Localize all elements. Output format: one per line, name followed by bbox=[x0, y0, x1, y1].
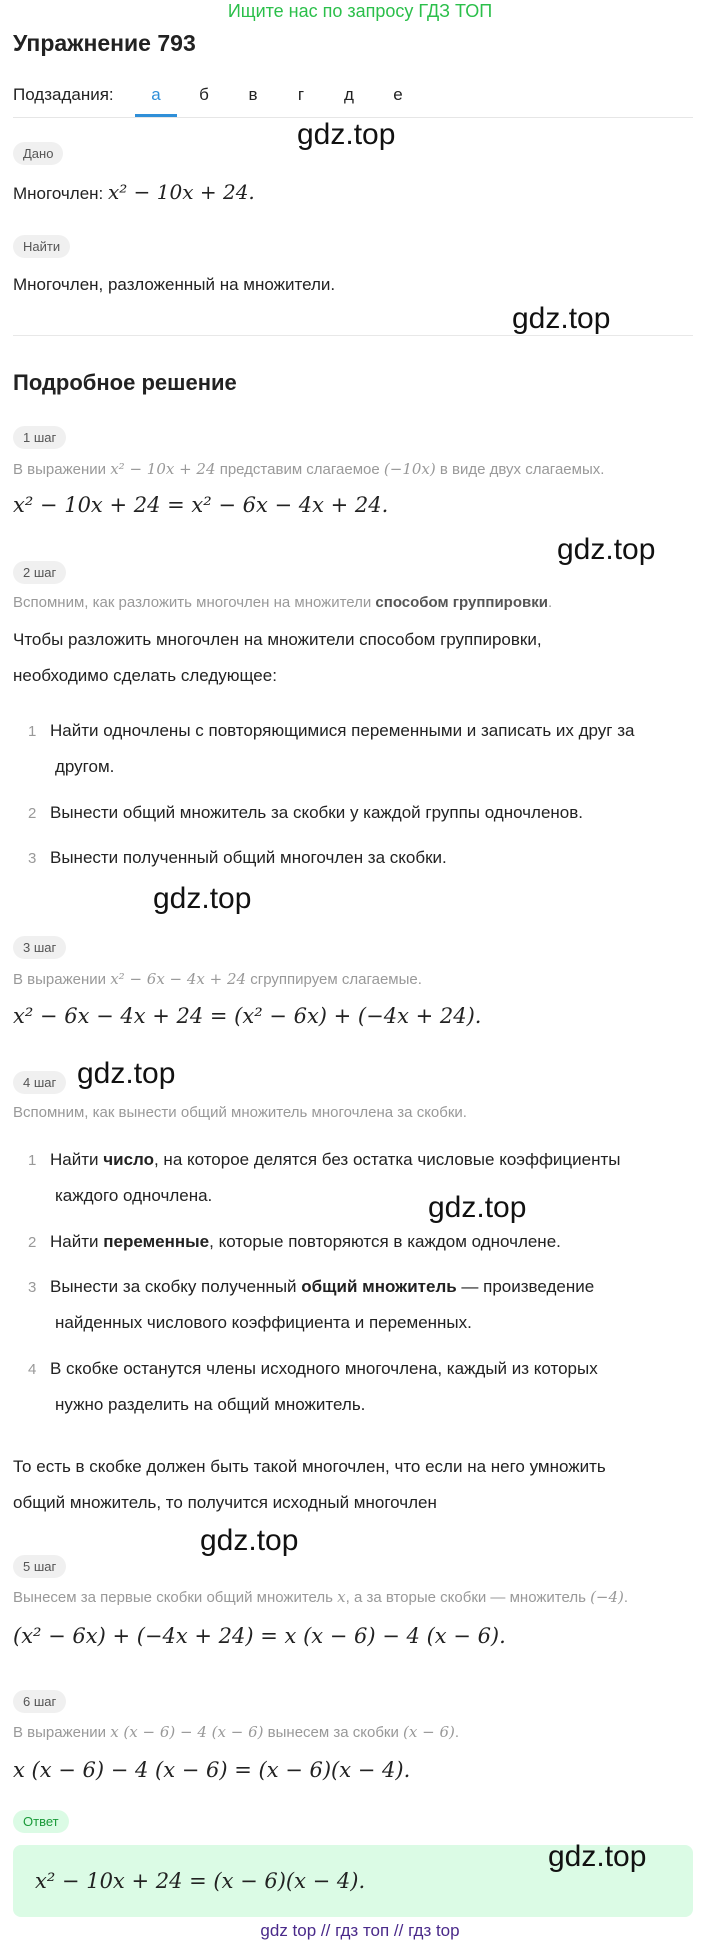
subtask-tab-a[interactable]: а bbox=[151, 85, 161, 104]
subtask-tab-b[interactable]: б bbox=[199, 85, 209, 104]
step4-para2: общий множитель, то получится исходный многочлен bbox=[13, 1493, 437, 1512]
watermark: gdz.top bbox=[548, 1840, 647, 1873]
item-text: В скобке останутся члены исходного многочлена, каждый из которых bbox=[50, 1359, 598, 1378]
given-badge: Дано bbox=[13, 142, 63, 165]
item-bold: переменные bbox=[103, 1232, 210, 1251]
list-number: 2 bbox=[28, 1234, 37, 1251]
active-tab-indicator bbox=[135, 114, 177, 117]
step6-badge: 6 шаг bbox=[13, 1690, 66, 1713]
item-text: каждого одночлена. bbox=[55, 1186, 213, 1205]
step1-post: в виде двух слагаемых. bbox=[439, 461, 605, 478]
step6-pre: В выражении bbox=[13, 1724, 107, 1741]
page-title: Упражнение 793 bbox=[13, 30, 196, 56]
step4-hint: Вспомним, как вынести общий множитель многочлена за скобки. bbox=[13, 1104, 467, 1121]
list-item bbox=[50, 1269, 690, 1341]
step6-hint bbox=[13, 1723, 459, 1741]
list-item bbox=[50, 1224, 690, 1260]
step3-pre: В выражении bbox=[13, 971, 107, 988]
find-text: Многочлен, разложенный на множители. bbox=[13, 275, 336, 294]
step2-hint-pre: Вспомним, как разложить многочлен на множители bbox=[13, 594, 372, 611]
step3-equation: x² − 6x − 4x + 24 = (x² − 6x) + (−4x + 24). bbox=[13, 1004, 482, 1028]
footer-links[interactable]: gdz top // гдз топ // гдз top bbox=[260, 1921, 460, 1940]
list-item bbox=[50, 1351, 690, 1423]
step6-expr2: (x − 6) bbox=[403, 1723, 455, 1741]
list-item-line: другом. bbox=[55, 757, 115, 776]
step1-badge: 1 шаг bbox=[13, 426, 66, 449]
list-item: Вынести общий множитель за скобки у каждой группы одночленов. bbox=[50, 803, 584, 822]
item-bold: общий множитель bbox=[301, 1277, 457, 1296]
step5-equation: (x² − 6x) + (−4x + 24) = x (x − 6) − 4 (x − 6). bbox=[13, 1624, 506, 1648]
watermark: gdz.top bbox=[557, 533, 656, 566]
subtasks-bar bbox=[13, 83, 693, 118]
step5-post: . bbox=[623, 1589, 629, 1606]
step6-post: . bbox=[454, 1724, 460, 1741]
find-badge: Найти bbox=[13, 235, 70, 258]
watermark: gdz.top bbox=[153, 882, 252, 915]
subtask-tab-v[interactable]: в bbox=[248, 85, 258, 104]
step6-expr: x (x − 6) − 4 (x − 6) bbox=[110, 1723, 264, 1741]
step2-hint-bold: способом группировки bbox=[375, 594, 548, 611]
watermark: gdz.top bbox=[200, 1524, 299, 1557]
answer-badge: Ответ bbox=[13, 1810, 69, 1833]
item-bold: число bbox=[103, 1150, 154, 1169]
step1-mid: представим слагаемое bbox=[219, 461, 380, 478]
given-text bbox=[13, 180, 255, 204]
step5-var1: x bbox=[337, 1588, 346, 1606]
step1-hint bbox=[13, 460, 604, 478]
subtask-tab-e[interactable]: е bbox=[393, 85, 403, 104]
item-text: , которые повторяются в каждом одночлене. bbox=[209, 1232, 561, 1251]
step6-mid: вынесем за скобки bbox=[267, 1724, 399, 1741]
list-number: 3 bbox=[28, 850, 37, 867]
step3-expr: x² − 6x − 4x + 24 bbox=[110, 970, 247, 988]
item-text: найденных числового коэффициента и переменных. bbox=[55, 1313, 472, 1332]
step2-hint bbox=[13, 594, 552, 611]
watermark: gdz.top bbox=[77, 1057, 176, 1090]
item-text: Найти bbox=[50, 1232, 99, 1251]
step3-hint bbox=[13, 970, 422, 988]
step1-expr2: (−10x) bbox=[383, 460, 436, 478]
step2-badge: 2 шаг bbox=[13, 561, 66, 584]
list-item-line: Найти одночлены с повторяющимися переменными и записать их друг за bbox=[50, 721, 635, 740]
given-label: Многочлен: bbox=[13, 184, 104, 203]
item-text: — произведение bbox=[456, 1277, 595, 1296]
step3-badge: 3 шаг bbox=[13, 936, 66, 959]
list-number: 2 bbox=[28, 805, 37, 822]
list-number: 1 bbox=[28, 723, 37, 740]
list-item: Вынести полученный общий многочлен за скобки. bbox=[50, 848, 447, 867]
list-number: 1 bbox=[28, 1152, 37, 1169]
step5-badge: 5 шаг bbox=[13, 1555, 66, 1578]
step6-equation: x (x − 6) − 4 (x − 6) = (x − 6)(x − 4). bbox=[13, 1758, 411, 1782]
step2-hint-post: . bbox=[547, 594, 553, 611]
watermark: gdz.top bbox=[512, 302, 611, 335]
subtask-tab-g[interactable]: г bbox=[297, 85, 305, 104]
step5-mid: , а за вторые скобки — множитель bbox=[345, 1589, 586, 1606]
list-number: 4 bbox=[28, 1361, 37, 1378]
solution-title: Подробное решение bbox=[13, 370, 237, 395]
list-item bbox=[50, 1142, 690, 1214]
subtasks-label: Подзадания: bbox=[13, 85, 114, 104]
item-text: Найти bbox=[50, 1150, 99, 1169]
step5-hint bbox=[13, 1588, 628, 1606]
step4-para1: То есть в скобке должен быть такой многочлен, что если на него умножить bbox=[13, 1457, 606, 1476]
item-text: нужно разделить на общий множитель. bbox=[55, 1395, 366, 1414]
item-text: , на которое делятся без остатка числовые коэффициенты bbox=[153, 1150, 621, 1169]
step1-equation: x² − 10x + 24 = x² − 6x − 4x + 24. bbox=[13, 493, 389, 517]
step5-var2: (−4) bbox=[590, 1588, 624, 1606]
step5-pre: Вынесем за первые скобки общий множитель bbox=[13, 1589, 333, 1606]
list-item bbox=[50, 713, 690, 785]
subtask-tab-d[interactable]: д bbox=[344, 85, 354, 104]
item-text: Вынести за скобку полученный bbox=[50, 1277, 297, 1296]
step3-post: сгруппируем слагаемые. bbox=[250, 971, 422, 988]
given-expression: x² − 10x + 24. bbox=[108, 180, 255, 204]
watermark: gdz.top bbox=[428, 1191, 527, 1224]
top-banner[interactable]: Ищите нас по запросу ГДЗ ТОП bbox=[227, 1, 493, 21]
watermark: gdz.top bbox=[297, 118, 396, 151]
answer-equation: x² − 10x + 24 = (x − 6)(x − 4). bbox=[35, 1869, 366, 1893]
step1-expr1: x² − 10x + 24 bbox=[110, 460, 216, 478]
list-number: 3 bbox=[28, 1279, 37, 1296]
step4-badge: 4 шаг bbox=[13, 1071, 66, 1094]
step2-para2: необходимо сделать следующее: bbox=[13, 666, 277, 685]
step1-pre: В выражении bbox=[13, 461, 107, 478]
step2-para1: Чтобы разложить многочлен на множители способом группировки, bbox=[13, 630, 542, 649]
